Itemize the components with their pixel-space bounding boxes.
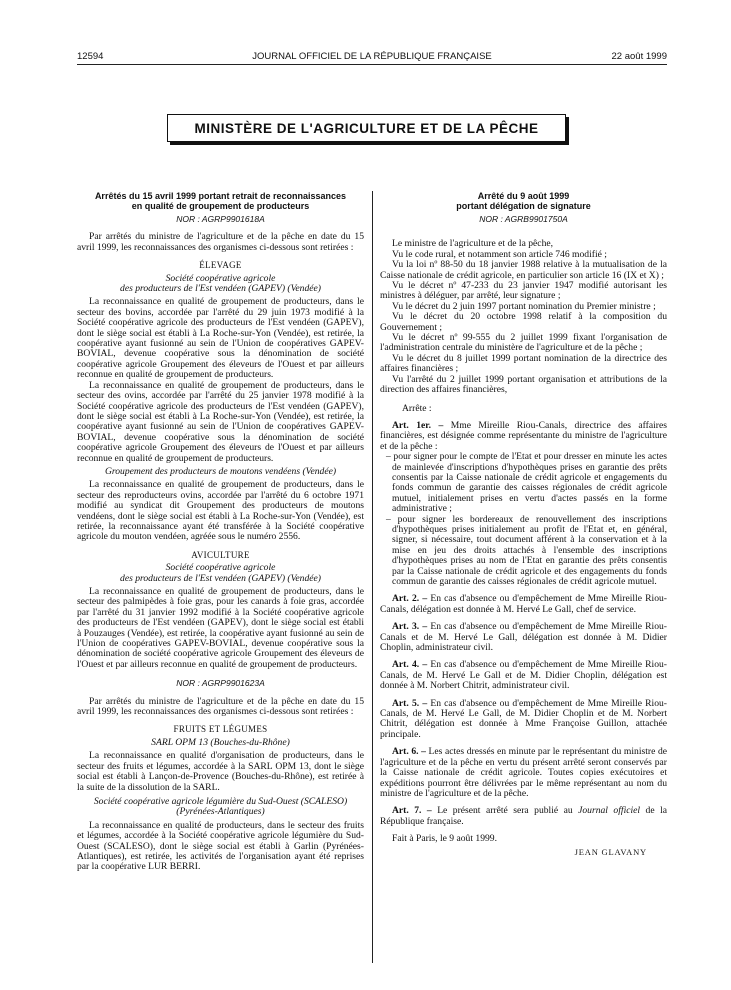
nor-reference [77,214,364,224]
nor-text: NOR : AGRP9901623A [176,678,265,689]
intro-paragraph: Par arrêtés du ministre de l'agriculture et de la pêche en date du 15 avril 1999, les reconnaissances des organismes ci-dessous sont retirées : [77,231,364,253]
right-title [380,191,667,211]
publication-date: 22 août 1999 [611,51,667,62]
ministry-title-text: MINISTÈRE DE L'AGRICULTURE ET DE LA PÊCHE [194,120,539,136]
article-text: En cas d'absence ou d'empêchement de Mme Mireille Riou-Canals, délégation est donnée à M. Hervé Le Gall, chef de service. [380,593,667,615]
section-heading-elevage: ÉLEVAGE [199,260,242,271]
article-1 [380,421,667,452]
right-column [380,191,667,857]
ministry-title [167,114,566,142]
article-label: Art. 5. – [392,697,428,709]
coop-heading: des producteurs de l'Est vendéen (GAPEV) (Vendée) [120,283,321,295]
intro-paragraph: Par arrêtés du ministre de l'agriculture et de la pêche en date du 15 avril 1999, les reconnaissances des organismes ci-dessous sont retirées : [77,695,364,718]
header-rule [77,64,667,65]
scaleso-heading: Société coopérative agricole légumière du Sud-Ouest (SCALESO) [93,795,348,807]
body-paragraph: La reconnaissance en qualité de groupement de producteurs, dans le secteur des palmipèdes à foie gras, pour les canards à foie gras, accordée par l'arrêté du 31 janvier 1992 modifié à la Société coopérative agricole des producteurs de l'Est vendéen (GAPEV), dont le siège social est établi à Pouzauges (Vendée), est retirée, la coopérative ayant fusionné au sein de l'Union de coopératives GAPEV-BOVIAL, devenue coopérative sous la dénomination de société coopérative agricole Groupement des éleveurs de l'Ouest et par ailleurs reconnue en qualité de groupement de producteurs. [77,586,364,670]
nor-reference [380,214,667,224]
article-label: Art. 3. – [392,621,428,633]
left-title [77,191,364,211]
article-5 [380,699,667,741]
visa-line: Vu l'arrêté du 2 juillet 1999 portant organisation et attributions de la direction des affaires financières, [380,373,667,396]
article-text: Les actes dressés en minute par le représentant du ministre de l'agriculture et de la pêche en vertu du présent arrêté seront conservés par la Caisse nationale de crédit agricole. Toutes copies exécutoires et expéditions pourront être délivrées par le même représentant au nom du ministre de l'agriculture et de la pêche. [380,746,667,799]
arrete-heading: Arrête : [402,402,432,414]
left-column [77,191,364,873]
body-paragraph: La reconnaissance en qualité de producteurs, dans le secteur des fruits et légumes, accordée à la Société coopérative agricole légumière du Sud-Ouest (SCALESO), dont le siège social est établi à Garlin (Pyrénées-Atlantiques), est retirée, les activités de l'organisation ayant été reprises par la coopérative LUR BERRI. [77,819,364,873]
scaleso-heading: (Pyrénées-Atlantiques) [176,806,265,818]
article-text: Mme Mireille Riou-Canals, directrice des affaires financières, est désignée comme représentante du ministre de l'agriculture et de la pêche : [380,419,667,452]
coop-heading: des producteurs de l'Est vendéen (GAPEV) (Vendée) [120,572,321,584]
signature: JEAN GLAVANY [574,846,647,857]
body-paragraph: La reconnaissance en qualité de groupement de producteurs, dans le secteur des reproducteurs ovins, accordée par l'arrêté du 6 octobre 1971 modifié au syndicat dit Groupement des producteurs de moutons vendéens, dont le siège social est établi à La Roche-sur-Yon (Vendée), est retirée, la reconnaissance ayant été transférée à la Société coopérative agricole du mouton vendéen, agréée sous le numéro 2556. [77,479,364,543]
coop-heading: Société coopérative agricole [165,562,276,574]
closing-line: Fait à Paris, le 9 août 1999. [392,833,497,845]
right-title-line1: Arrêté du 9 août 1999 [477,191,570,201]
visa-line: Vu le décret nº 99-555 du 2 juillet 1999 fixant l'organisation de l'administration centrale du ministère de l'agriculture et de la pêche ; [380,332,667,354]
list-item: – pour signer les bordereaux de renouvellement des inscriptions d'hypothèques prises initialement au profit de l'Etat et, en général, signer, si nécessaire, tout document afférent à la conservation et à la mise en jeu des droits attachés à l'ensemble des inscriptions d'hypothèques prises au nom de l'Etat en garantie des prêts consentis par la Caisse nationale de crédit agricole et des engagements du fonds commun de garantie des caisses régionales de crédit agricole mutuel. [386,513,667,587]
article-label: Art. 1er. – [392,419,444,431]
visa-line: Vu le décret du 2 juin 1997 portant nomination du Premier ministre ; [392,300,656,312]
coop-heading: Société coopérative agricole [165,272,276,284]
article-text: de la République française. [380,805,667,827]
nor-reference [77,678,364,688]
article-label: Art. 4. – [392,659,428,671]
visa-line: Vu le décret du 8 juillet 1999 portant nomination de la directrice des affaires financières ; [380,352,667,375]
body-paragraph: La reconnaissance en qualité de groupement de producteurs, dans le secteur des ovins, accordée par l'arrêté du 25 janvier 1978 modifié à la Société coopérative agricole des producteurs de l'Est vendéen (GAPEV), dont le siège social est établi à La Roche-sur-Yon (Vendée), est retirée, la coopérative ayant fusionné au sein de l'Union de coopératives GAPEV-BOVIAL, devenue coopérative sous la dénomination de société coopérative agricole Groupement des éleveurs de l'Ouest et par ailleurs reconnue en qualité de groupement de producteurs. [77,379,364,464]
page-number: 12594 [77,51,104,62]
article-text: En cas d'absence ou d'empêchement de Mme Mireille Riou-Canals, de M. Hervé Le Gall et de M. Didier Choplin, délégation est donnée à M. Norbert Chitrit, administrateur civil. [380,659,667,692]
journal-title: JOURNAL OFFICIEL DE LA RÉPUBLIQUE FRANÇAISE [252,51,492,62]
body-paragraph: La reconnaissance en qualité d'organisation de producteurs, dans le secteur des fruits et légumes, accordée à la SARL OPM 13, dont le siège social est établi à Lançon-de-Provence (Bouches-du-Rhône), est retirée à la suite de la dissolution de la SARL. [77,750,364,793]
right-title-line2: portant délégation de signature [456,201,591,211]
article-4 [380,660,667,691]
article-6 [380,747,667,799]
column-divider [372,191,373,963]
journal-name: Journal officiel [578,805,641,817]
nor-text: NOR : AGRB9901750A [479,214,568,224]
section-heading-aviculture: AVICULTURE [191,549,250,560]
article-label: Art. 2. – [392,593,428,605]
visa-line: Vu le décret nº 47-233 du 23 janvier 1947 modifié autorisant les ministres à déléguer, par arrêté, leur signature ; [380,280,667,302]
article-7 [380,806,667,827]
article-3 [380,622,667,653]
article-text: En cas d'absence ou d'empêchement de Mme Mireille Riou-Canals, de M. Hervé Le Gall, de M. Didier Choplin et de M. Norbert Chitrit, délégation est donnée à Mme Françoise Guillon, attachée principale. [380,697,667,740]
article-label: Art. 7. – [392,805,432,817]
article-label: Art. 6. – [392,746,426,758]
left-title-line2: en qualité de groupement de producteurs [131,201,310,211]
article-text: Le présent arrêté sera publié au [437,805,579,817]
left-title-line1: Arrêtés du 15 avril 1999 portant retrait de reconnaissances [94,191,347,201]
visa-line: Vu la loi nº 88-50 du 18 janvier 1988 relative à la mutualisation de la Caisse nationale de crédit agricole, en particulier son article 16 (IX et X) ; [380,259,667,281]
body-paragraph: La reconnaissance en qualité de groupement de producteurs, dans le secteur des bovins, accordée par l'arrêté du 29 juin 1973 modifié à la Société coopérative agricole des producteurs de l'Est vendéen (GAPEV), dont le siège social est établi à La Roche-sur-Yon (Vendée), est retirée, la coopérative ayant fusionné au sein de l'Union de coopératives GAPEV-BOVIAL, devenue coopérative sous la dénomination de société coopérative agricole Groupement des éleveurs de l'Ouest et par ailleurs reconnue en qualité de groupement de producteurs. [77,296,364,381]
article-2 [380,594,667,615]
visa-line: Vu le code rural, et notamment son article 746 modifié ; [392,248,607,260]
list-item: – pour signer pour le compte de l'Etat et pour dresser en minute les actes de mainlevée d'inscriptions d'hypothèques prises en garantie des prêts consentis par la Caisse nationale de crédit agricole et engagements du fonds commun de garantie des caisses régionales de crédit agricole mutuel, initialement prises en vertu d'actes passés en la forme administrative ; [386,451,667,515]
group-heading: Groupement des producteurs de moutons vendéens (Vendée) [104,465,337,477]
article-text: En cas d'absence ou d'empêchement de Mme Mireille Riou-Canals et de M. Hervé Le Gall, délégation est donnée à M. Didier Choplin, administrateur civil. [380,621,667,654]
visa-line: Le ministre de l'agriculture et de la pêche, [392,238,554,250]
section-heading-fruits: FRUITS ET LÉGUMES [173,724,268,735]
nor-text: NOR : AGRP9901618A [176,214,265,224]
visa-line: Vu le décret du 20 octobre 1998 relatif à la composition du Gouvernement ; [380,311,667,333]
sarl-heading: SARL OPM 13 (Bouches-du-Rhône) [151,736,290,748]
article-1-list [380,452,667,587]
